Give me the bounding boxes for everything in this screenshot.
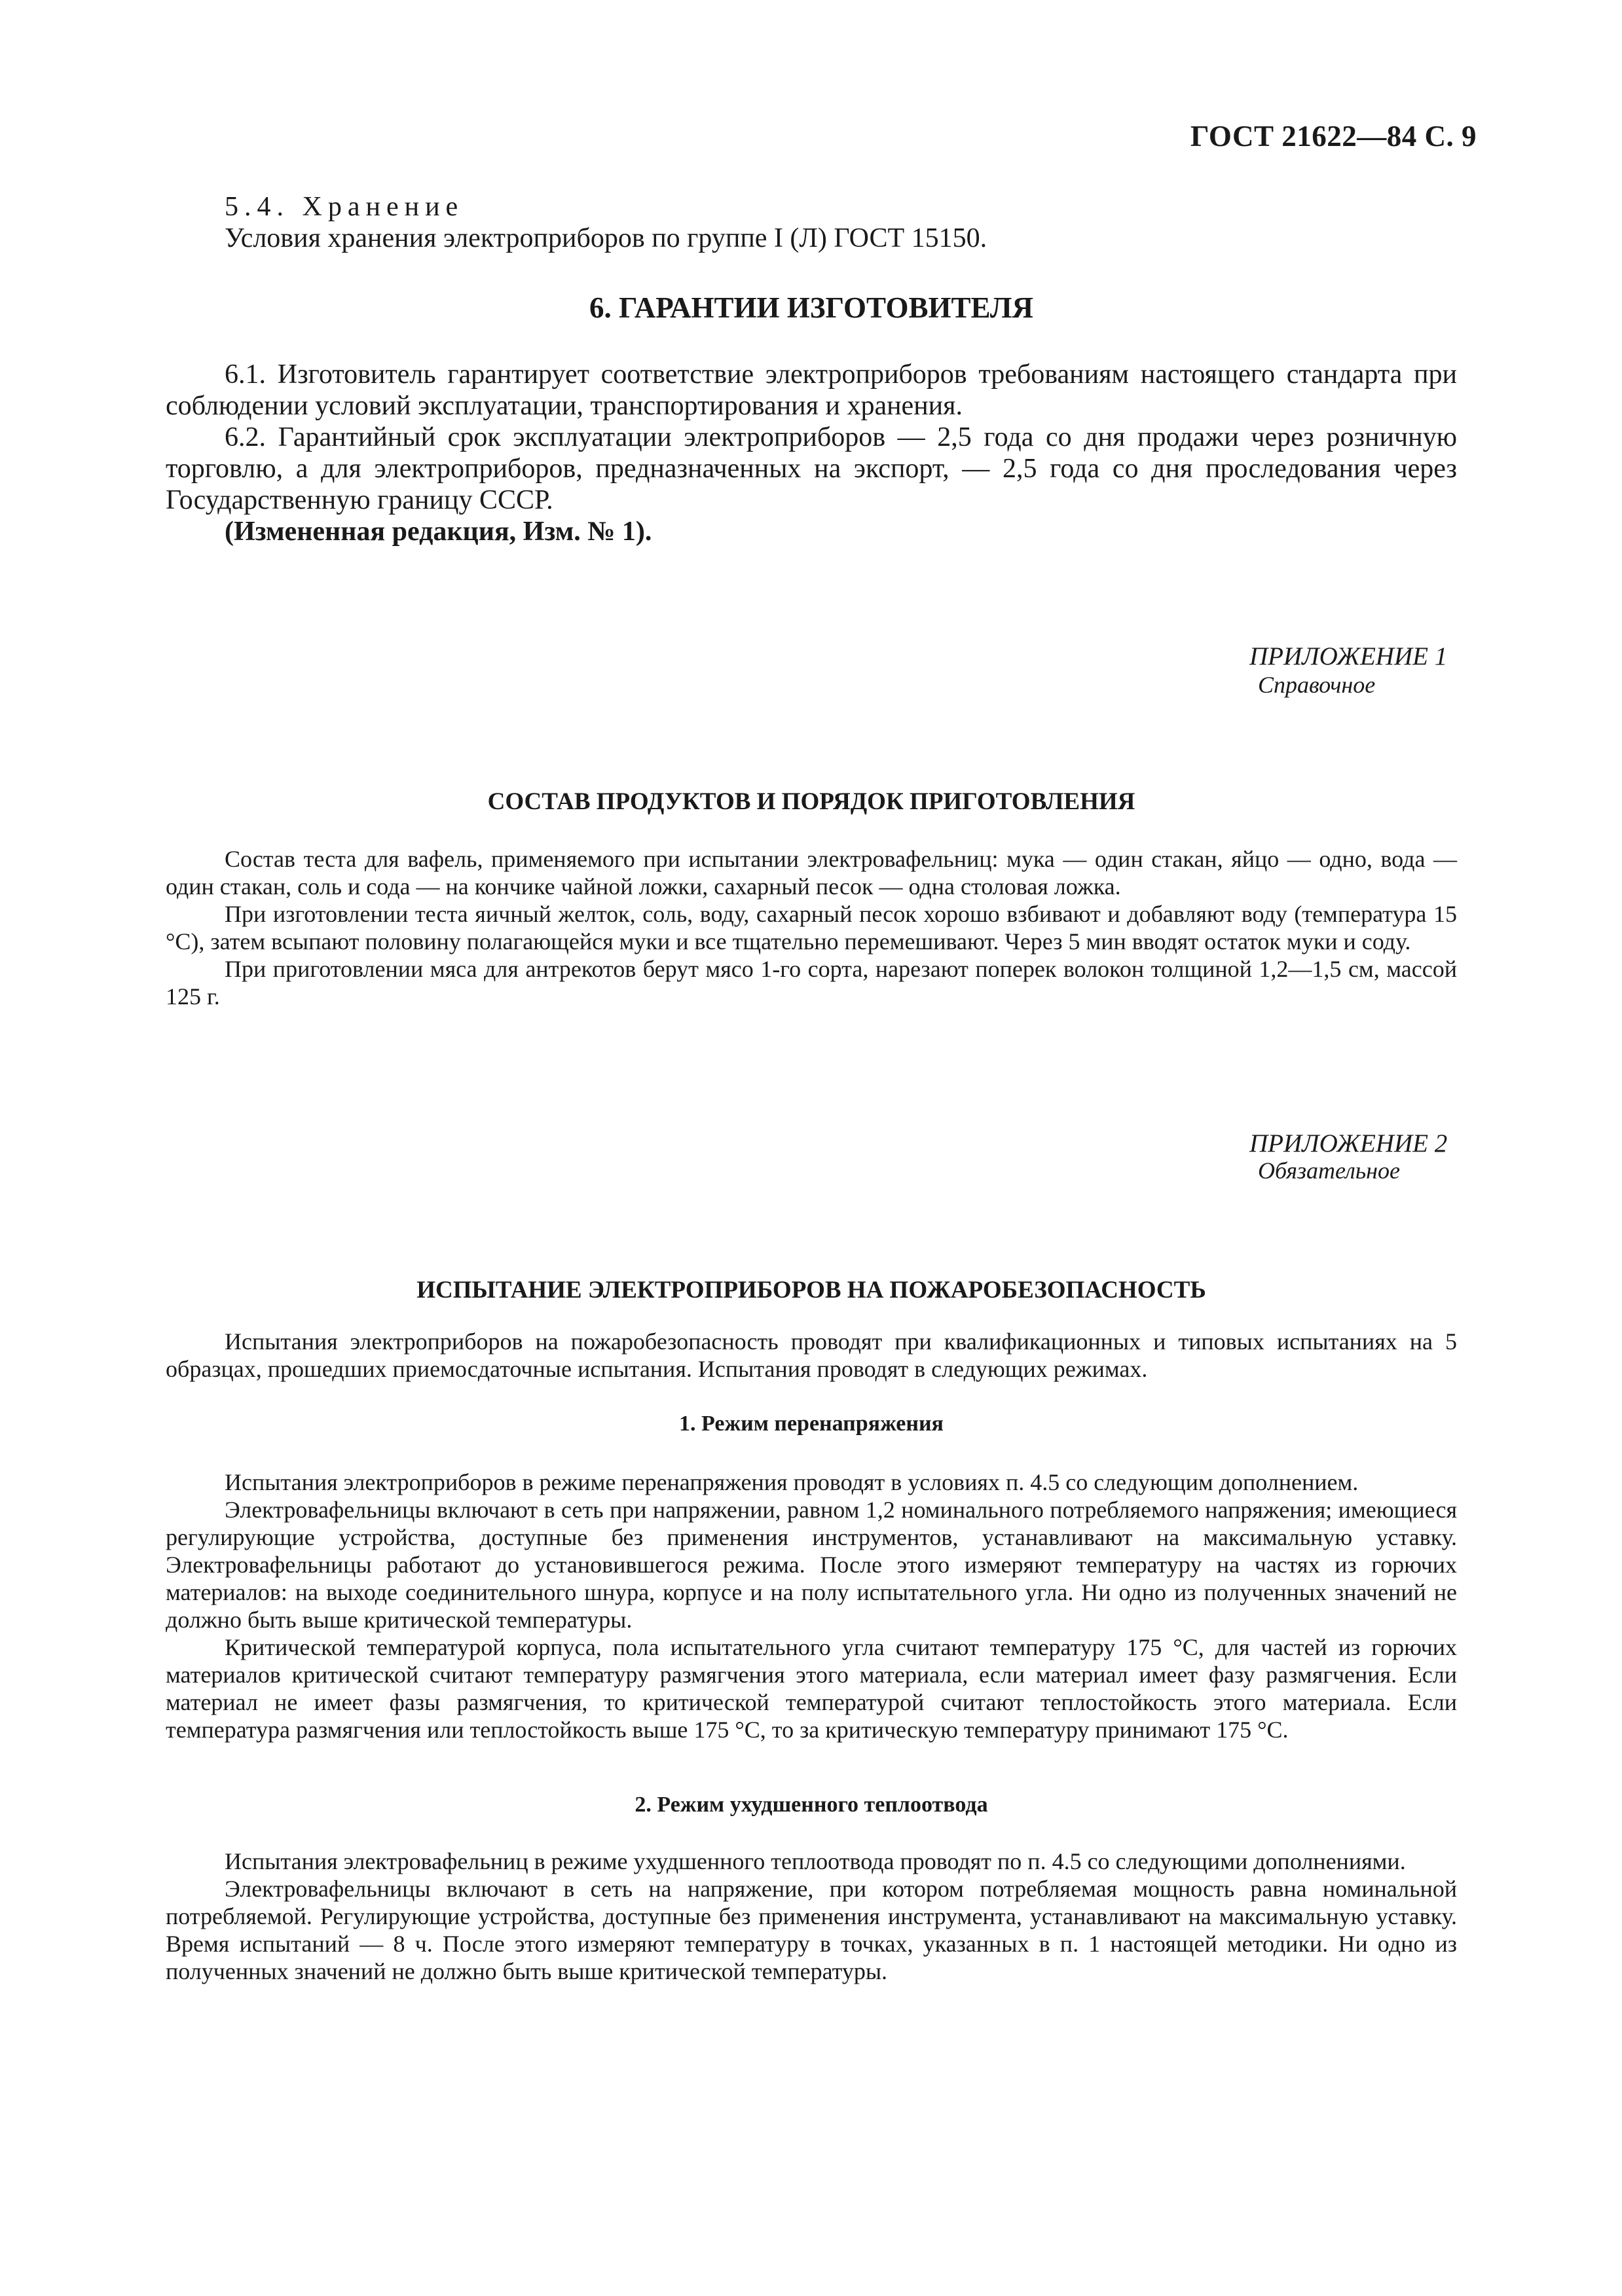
section-6-body [166,359,1457,547]
mode-1-paragraph-3: Критической температурой корпуса, пола испытательного угла считают температуру 175 °С, для частей из горючих материалов критической считают температуру размягчения этого материала, если материал имеет фазу размягчения. Если материал не имеет фазы размягчения, то критической температурой считают теплостойкость этого материала. Если температура размягчения или теплостойкость выше 175 °С, то за критическую температуру принимают 175 °С. [166,1634,1457,1743]
mode-2-paragraph-2: Электровафельницы включают в сеть на напряжение, при котором потребляемая мощность равна номинальной потребляемой. Регулирующие устройства, доступные без применения инструмента, устанавливают на максимальную уставку. Время испытаний — 8 ч. После этого измеряют температуру в точках, указанных в п. 1 настоящей методики. Ни одно из полученных значений не должно быть выше критической температуры. [166,1876,1457,1984]
section-5-4-body: Условия хранения электроприборов по группе I (Л) ГОСТ 15150. [225,223,987,253]
annex-1-body [166,845,1457,1010]
annex-1-paragraph-2: При изготовлении теста яичный желток, соль, воду, сахарный песок хорошо взбивают и добавляют воду (температура 15 °С), затем всыпают половину полагающейся муки и все тщательно перемешивают. Через 5 мин вводят остаток муки и соду. [166,901,1457,955]
page-header-code: ГОСТ 21622—84 С. 9 [1190,120,1477,153]
annex-1-paragraph-1: Состав теста для вафель, применяемого при испытании электровафельниц: мука — один стакан, яйцо — одно, вода — один стакан, соль и сода — на кончике чайной ложки, сахарный песок — одна столовая ложка. [166,846,1457,900]
section-6-paragraph-2: 6.2. Гарантийный срок эксплуатации электроприборов — 2,5 года со дня продажи через розничную торговлю, а для электроприборов, предназначенных на экспорт, — 2,5 года со дня проследования через Государственную границу СССР. [166,422,1457,515]
mode-2-title: 2. Режим ухудшенного теплоотвода [635,1793,988,1817]
section-6-title: 6. ГАРАНТИИ ИЗГОТОВИТЕЛЯ [589,291,1033,324]
annex-1-label: ПРИЛОЖЕНИЕ 1 [1249,642,1448,670]
mode-2-body [166,1848,1457,1985]
mode-1-body [166,1468,1457,1743]
mode-1-paragraph-1: Испытания электроприборов в режиме перенапряжения проводят в условиях п. 4.5 со следующим дополнением. [225,1469,1359,1495]
section-6-paragraph-1: 6.1. Изготовитель гарантирует соответствие электроприборов требованиям настоящего стандарта при соблюдении условий эксплуатации, транспортирования и хранения. [166,359,1457,421]
annex-2-label: ПРИЛОЖЕНИЕ 2 [1249,1129,1448,1157]
mode-1-paragraph-2: Электровафельницы включают в сеть при напряжении, равном 1,2 номинального потребляемого напряжения; имеющиеся регулирующие устройства, доступные без применения инструментов, устанавливают на максимальную уставку. Электровафельницы работают до установившегося режима. После этого измеряют температуру на частях из горючих материалов: на выходе соединительного шнура, корпусе и на полу испытательного угла. Ни одно из полученных значений не должно быть выше критической температуры. [166,1497,1457,1633]
mode-2-paragraph-1: Испытания электровафельниц в режиме ухудшенного теплоотвода проводят по п. 4.5 со следующими дополнениями. [225,1848,1406,1874]
mode-1-title: 1. Режим перенапряжения [679,1412,944,1436]
annex-2-intro-block [166,1328,1457,1383]
section-5-4-title: 5.4. Хранение [225,192,464,222]
annex-1-title: СОСТАВ ПРОДУКТОВ И ПОРЯДОК ПРИГОТОВЛЕНИЯ [487,788,1135,815]
section-5-4 [166,191,1457,254]
annex-1-paragraph-3: При приготовлении мяса для антрекотов берут мясо 1-го сорта, нарезают поперек волокон толщиной 1,2—1,5 см, массой 125 г. [166,956,1457,1010]
annex-2-title: ИСПЫТАНИЕ ЭЛЕКТРОПРИБОРОВ НА ПОЖАРОБЕЗОПАСНОСТЬ [416,1277,1206,1303]
annex-2-kind: Обязательное [1258,1157,1400,1184]
annex-1-kind: Справочное [1258,672,1376,698]
annex-2-intro: Испытания электроприборов на пожаробезопасность проводят при квалификационных и типовых испытаниях на 5 образцах, прошедших приемосдаточные испытания. Испытания проводят в следующих режимах. [166,1328,1457,1382]
amendment-note: (Измененная редакция, Изм. № 1). [225,517,652,547]
